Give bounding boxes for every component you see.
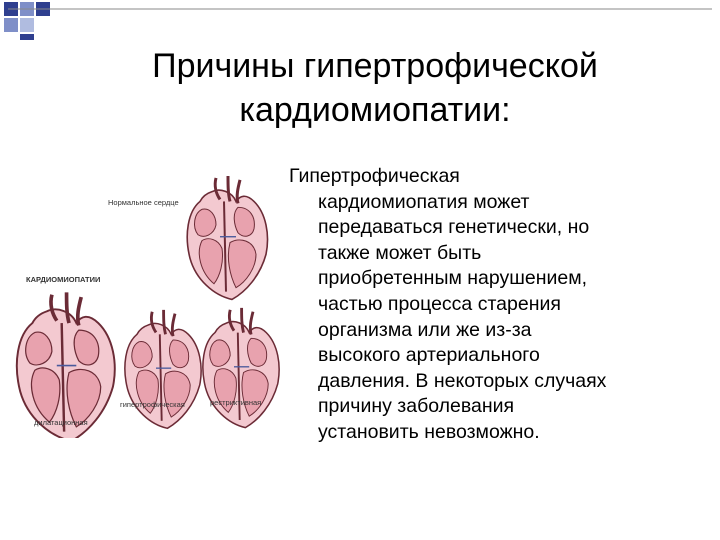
body-line: передаваться генетически, но [318,216,590,239]
deco-square [20,18,34,32]
label-normal-heart: Нормальное сердце [108,198,179,207]
body-line: частью процесса старения [318,292,561,315]
deco-square [20,34,34,40]
restrictive-heart-icon [203,308,279,428]
body-paragraph [289,164,689,446]
label-dilated: дилатационная [34,418,88,427]
body-line: приобретенным нарушением, [318,267,588,290]
label-cardiomyopathies: КАРДИОМИОПАТИИ [26,275,101,284]
deco-square [4,18,18,32]
body-line: давления. В некоторых случаях [318,369,607,392]
body-line: кардиомиопатия может [318,190,530,213]
dilated-heart-icon [17,292,115,438]
label-hypertrophic: гипертрофическая [120,400,185,409]
heart-diagrams [0,168,285,438]
normal-heart-icon [187,176,267,299]
body-line: Гипертрофическая [289,165,460,187]
body-line: организма или же из-за [318,318,532,341]
body-line: высокого артериального [318,344,540,367]
body-line: установить невозможно. [318,420,540,443]
body-line: причину заболевания [318,395,515,418]
title-line: Причины гипертрофической [152,47,598,85]
hypertrophic-heart-icon [125,310,201,428]
label-restrictive: рестриктивная [210,398,262,407]
decorative-squares [0,0,720,40]
title-line: кардиомиопатии: [239,91,511,129]
body-line: также может быть [318,241,482,264]
slide-title [60,44,690,132]
